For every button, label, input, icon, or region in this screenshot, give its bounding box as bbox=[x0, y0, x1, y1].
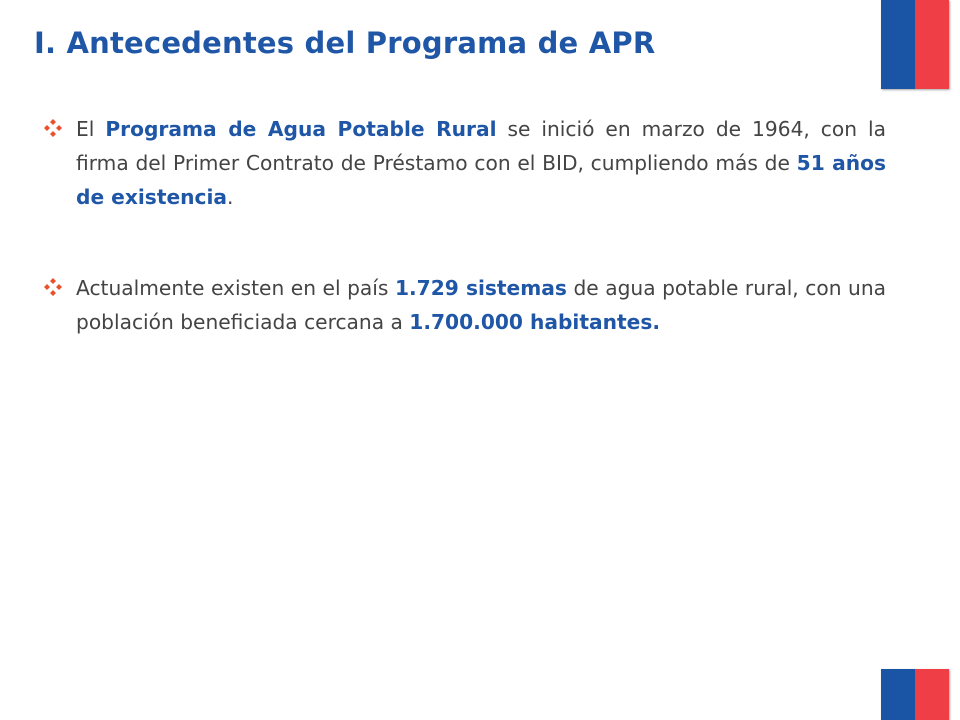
bold-segment: Programa de Agua Potable Rural bbox=[105, 117, 497, 141]
bold-segment: 1.700.000 habitantes. bbox=[409, 310, 661, 334]
flag-red-stripe bbox=[915, 0, 949, 89]
bullet-text bbox=[76, 271, 886, 339]
flag-logo-bottom bbox=[881, 669, 949, 720]
bold-segment: 51 años de existencia bbox=[76, 151, 886, 209]
text-segment: se inició en marzo de 1964, con la firma del Primer Contrato de Préstamo con el BID, cumpliendo más de bbox=[76, 117, 886, 175]
slide-title: I. Antecedentes del Programa de APR bbox=[34, 26, 656, 60]
diamond-bullet-icon bbox=[44, 119, 62, 137]
flag-logo-top bbox=[881, 0, 949, 89]
bullet-text bbox=[76, 112, 886, 214]
text-segment: El bbox=[76, 117, 106, 141]
text-segment: de agua potable rural, con una población beneficiada cercana a bbox=[76, 276, 886, 334]
flag-blue-stripe bbox=[881, 669, 915, 720]
diamond-bullet-icon bbox=[44, 278, 62, 296]
text-segment: . bbox=[227, 185, 234, 209]
bullet-item bbox=[44, 271, 886, 339]
flag-red-stripe bbox=[915, 669, 949, 720]
bullet-item bbox=[44, 112, 886, 214]
bold-segment: 1.729 sistemas bbox=[394, 276, 567, 300]
bullet-list bbox=[44, 112, 886, 339]
text-segment: Actualmente existen en el país bbox=[76, 276, 395, 300]
flag-blue-stripe bbox=[881, 0, 915, 89]
